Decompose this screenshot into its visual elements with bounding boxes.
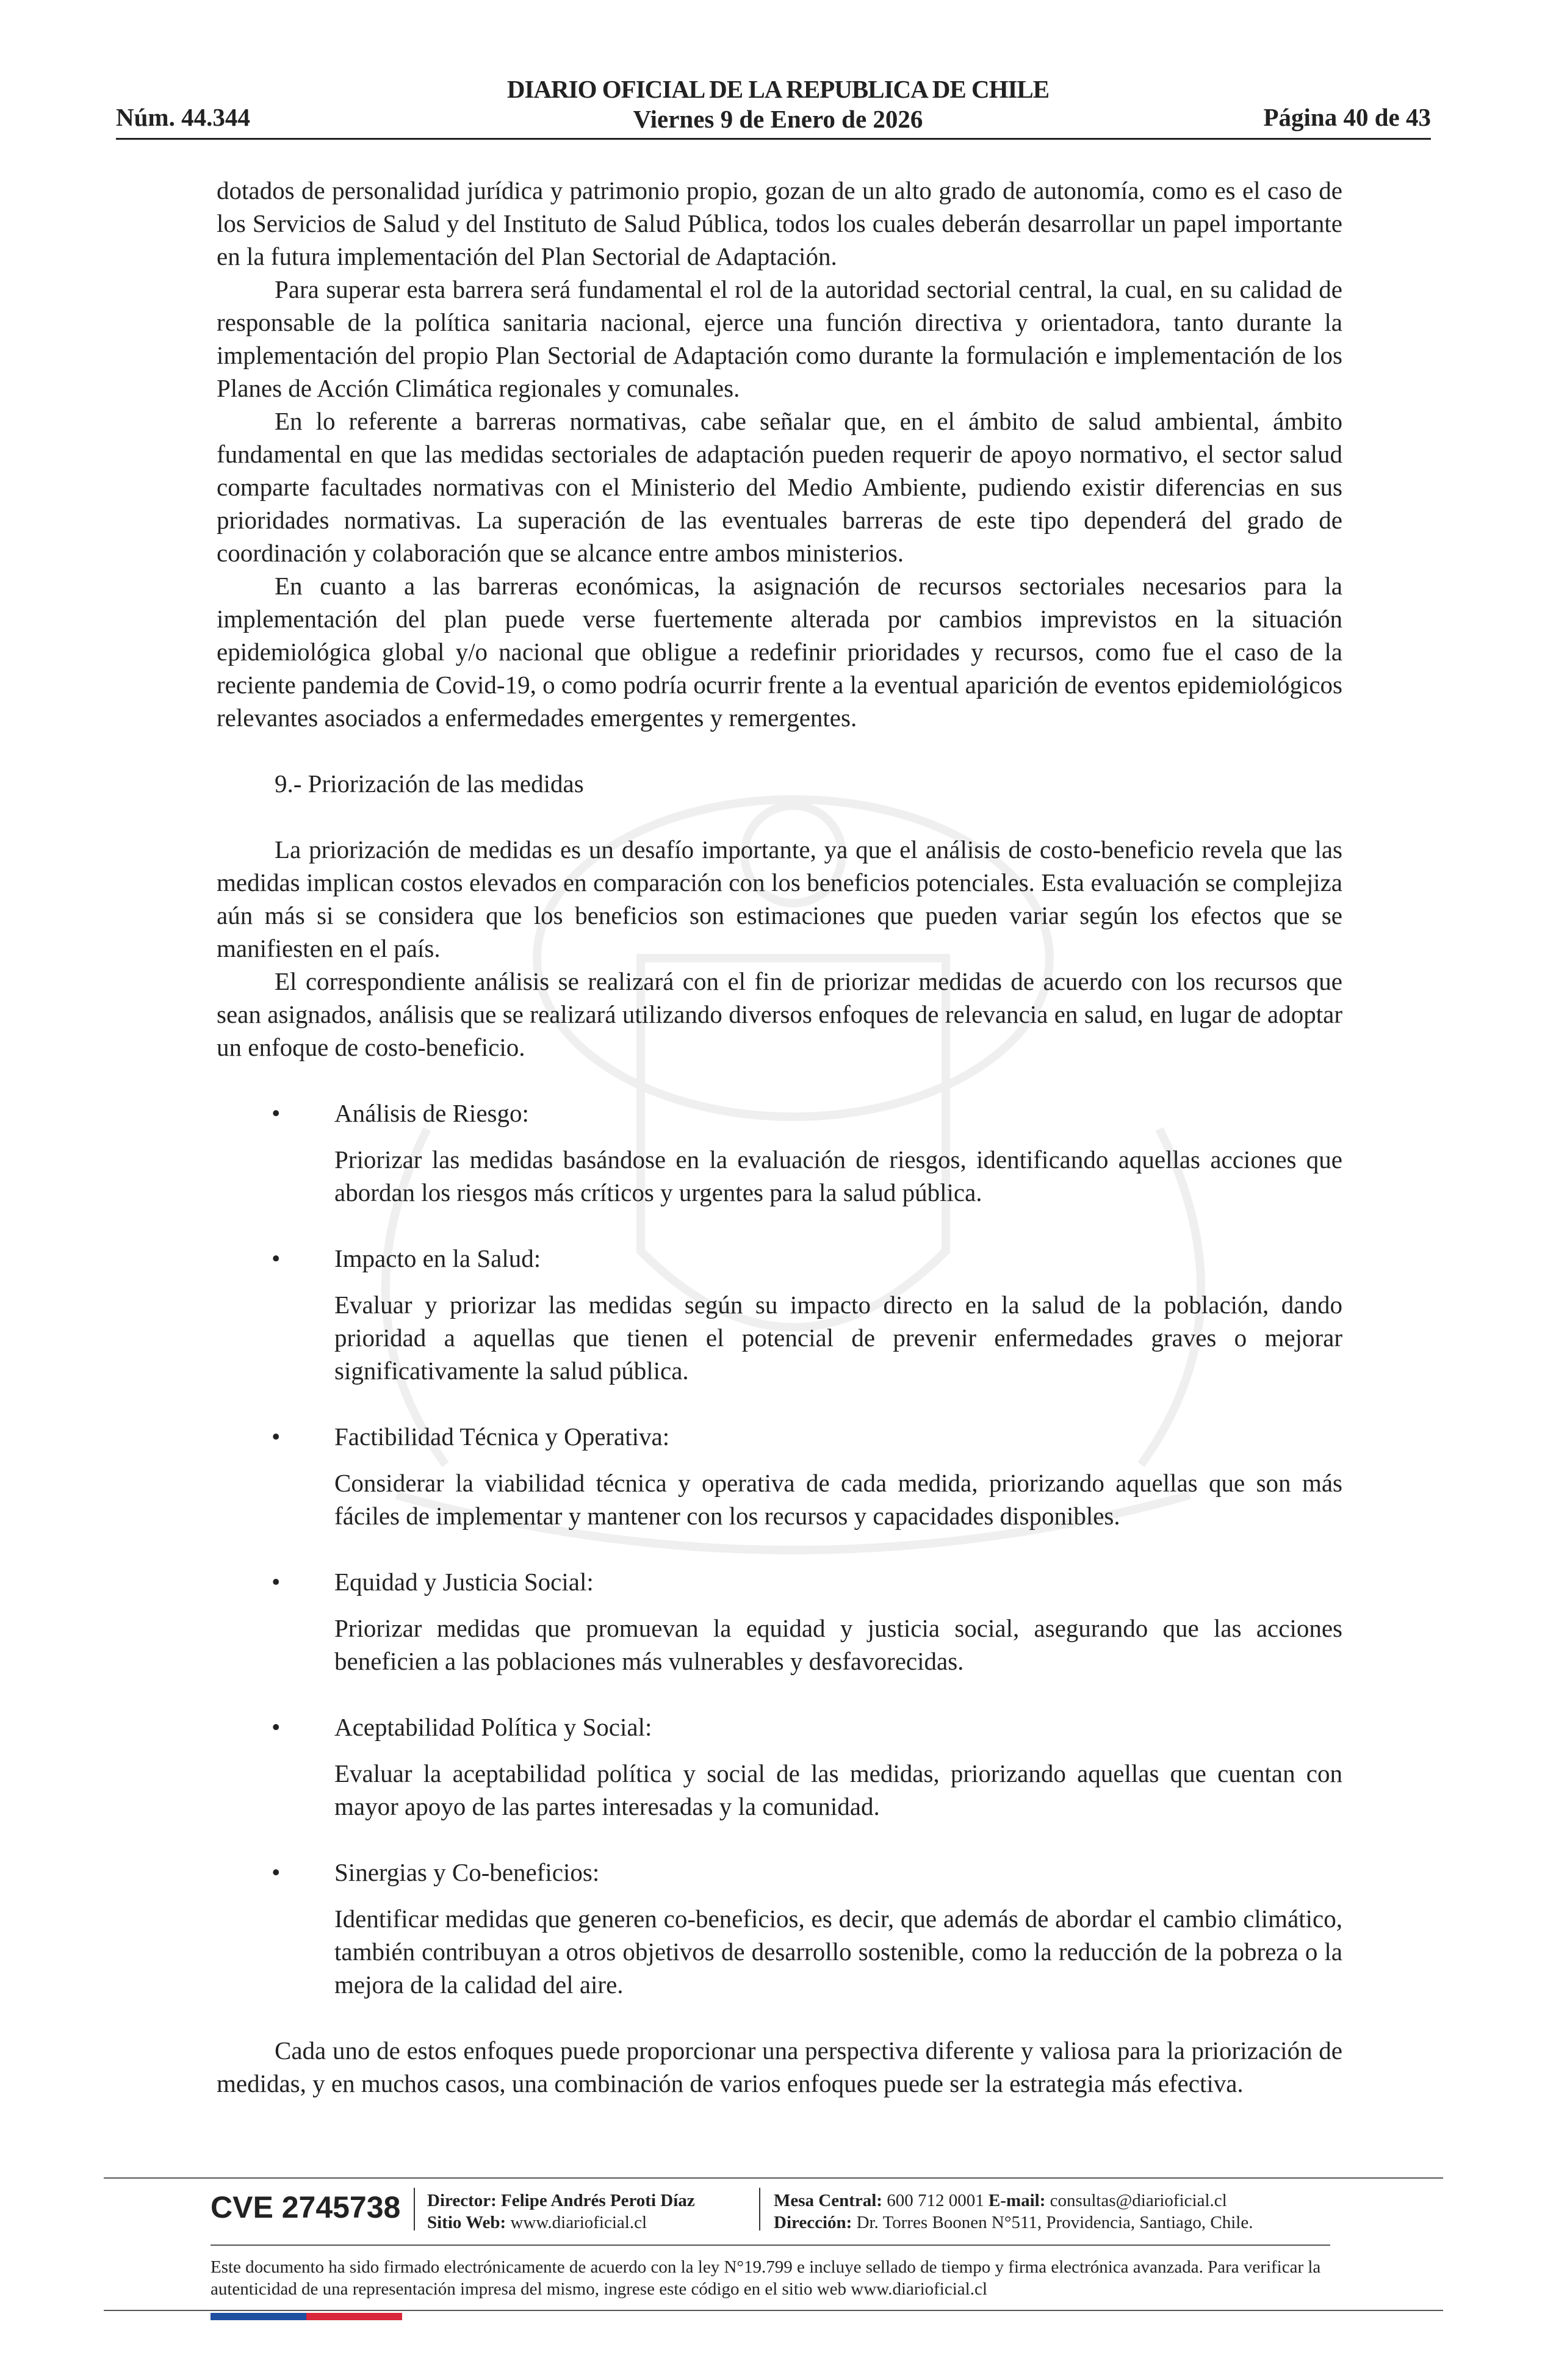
email-label: E-mail: [988,2191,1046,2210]
phone-number: 600 712 0001 [887,2191,984,2210]
list-item [217,1097,1342,1209]
bullet-icon: • [272,1244,281,1272]
footer-separator [414,2188,415,2230]
bullet-icon: • [272,1099,281,1127]
list-item-text: Evaluar la aceptabilidad política y social de las medidas, priorizando aquellas que cuentan con mayor apoyo de las partes interesadas y la comunidad. [334,1759,1342,1820]
list-item-title: Aceptabilidad Política y Social: [334,1713,652,1741]
publication-title: DIARIO OFICIAL DE LA REPUBLICA DE CHILE [506,75,1050,103]
website-link[interactable]: www.diarioficial.cl [510,2213,647,2232]
footer-divider [104,2177,1443,2179]
list-item-title: Factibilidad Técnica y Operativa: [334,1423,670,1451]
paragraph: dotados de personalidad jurídica y patrimonio propio, gozan de un alto grado de autonomía, como es el caso de los Servicios de Salud y del Instituto de Salud Pública, todos los cuales deberán desarrollar un papel importante en la futura implementación del Plan Sectorial de Adaptación. [217,176,1342,270]
list-item-text: Priorizar medidas que promuevan la equidad y justicia social, asegurando que las acciones beneficien a las poblaciones más vulnerables y desfavorecidas. [334,1614,1342,1675]
list-item-text: Priorizar las medidas basándose en la evaluación de riesgos, identificando aquellas acciones que abordan los riesgos más críticos y urgentes para la salud pública. [334,1145,1342,1206]
list-item-text: Identificar medidas que generen co-beneficios, es decir, que además de abordar el cambio climático, también contribuyan a otros objetivos de desarrollo sostenible, como la reducción de la pobreza o la mejora de la calidad del aire. [334,1905,1342,1999]
flag-stripe-red [306,2313,402,2320]
bullet-icon: • [272,1858,281,1886]
email-link[interactable]: consultas@diarioficial.cl [1050,2191,1227,2210]
paragraph: La priorización de medidas es un desafío importante, ya que el análisis de costo-beneficio revela que las medidas implican costos elevados en comparación con los beneficios potenciales. Esta evaluación se complejiza aún más si se considera que los beneficios son estimaciones que pueden variar según los efectos que se manifiesten en el país. [217,835,1342,962]
document-body [217,174,1342,2100]
list-item-title: Sinergias y Co-beneficios: [334,1858,600,1886]
cve-code: CVE 2745738 [211,2190,401,2224]
section-heading: 9.- Priorización de las medidas [275,770,584,798]
bullet-icon: • [272,1568,281,1596]
header-divider [116,138,1431,140]
flag-stripe-blue [211,2313,306,2320]
publication-date: Viernes 9 de Enero de 2026 [633,105,923,133]
list-item [217,1242,1342,1387]
contact-info [774,2190,1253,2234]
list-item-title: Impacto en la Salud: [334,1244,541,1272]
web-label: Sitio Web: [427,2213,506,2232]
footer-divider [104,2310,1443,2311]
director-label: Director: [427,2191,497,2210]
closing-paragraph: Cada uno de estos enfoques puede proporcionar una perspectiva diferente y valiosa para la priorización de medidas, y en muchos casos, una combinación de varios enfoques puede ser la estrategia más efectiva. [217,2036,1342,2097]
list-item [217,1711,1342,1823]
priority-approaches-list [217,1097,1342,2001]
paragraph: En lo referente a barreras normativas, cabe señalar que, en el ámbito de salud ambiental, ámbito fundamental en que las medidas sectoriales de adaptación pueden requerir de apoyo normativo, el sector salud comparte facultades normativas con el Ministerio del Medio Ambiente, pudiendo existir diferencias en sus prioridades normativas. La superación de las eventuales barreras de este tipo dependerá del grado de coordinación y colaboración que se alcance entre ambos ministerios. [217,407,1342,567]
list-item-title: Equidad y Justicia Social: [334,1568,594,1596]
paragraph: Para superar esta barrera será fundamental el rol de la autoridad sectorial central, la cual, en su calidad de responsable de la política sanitaria nacional, ejerce una función directiva y orientadora, tanto durante la implementación del propio Plan Sectorial de Adaptación como durante la formulación e implementación de los Planes de Acción Climática regionales y comunales. [217,275,1342,402]
director-name: Felipe Andrés Peroti Díaz [501,2191,695,2210]
issue-number: Núm. 44.344 [116,103,250,131]
list-item-text: Evaluar y priorizar las medidas según su impacto directo en la salud de la población, dando prioridad a aquellas que tienen el potencial de prevenir enfermedades graves o mejorar significativamente la salud pública. [334,1291,1342,1385]
mesa-label: Mesa Central: [774,2191,882,2210]
legal-notice: Este documento ha sido firmado electrónicamente de acuerdo con la ley N°19.799 e incluye sellado de tiempo y firma electrónica avanzada. Para verificar la autenticidad de una representación impresa del mismo, ingrese este código en el sitio web www.diarioficial.cl [211,2257,1321,2299]
director-info [427,2190,695,2234]
address-label: Dirección: [774,2213,852,2232]
list-item-title: Análisis de Riesgo: [334,1099,529,1127]
bullet-icon: • [272,1713,281,1741]
page-number: Página 40 de 43 [1263,103,1431,131]
footer-divider [211,2245,1330,2246]
list-item [217,1420,1342,1532]
address: Dr. Torres Boonen N°511, Providencia, Santiago, Chile. [856,2213,1253,2232]
paragraph: El correspondiente análisis se realizará con el fin de priorizar medidas de acuerdo con los recursos que sean asignados, análisis que se realizará utilizando diversos enfoques de relevancia en salud, en lugar de adoptar un enfoque de costo-beneficio. [217,967,1342,1061]
footer-separator [759,2188,760,2230]
paragraph: En cuanto a las barreras económicas, la asignación de recursos sectoriales necesarios para la implementación del plan puede verse fuertemente alterada por cambios imprevistos en la situación epidemiológica global y/o nacional que obligue a redefinir prioridades y recursos, como fue el caso de la reciente pandemia de Covid-19, o como podría ocurrir frente a la eventual aparición de eventos epidemiológicos relevantes asociados a enfermedades emergentes y remergentes. [217,572,1342,732]
list-item-text: Considerar la viabilidad técnica y operativa de cada medida, priorizando aquellas que son más fáciles de implementar y mantener con los recursos y capacidades disponibles. [334,1469,1342,1530]
list-item [217,1565,1342,1678]
list-item [217,1856,1342,2001]
bullet-icon: • [272,1423,281,1451]
